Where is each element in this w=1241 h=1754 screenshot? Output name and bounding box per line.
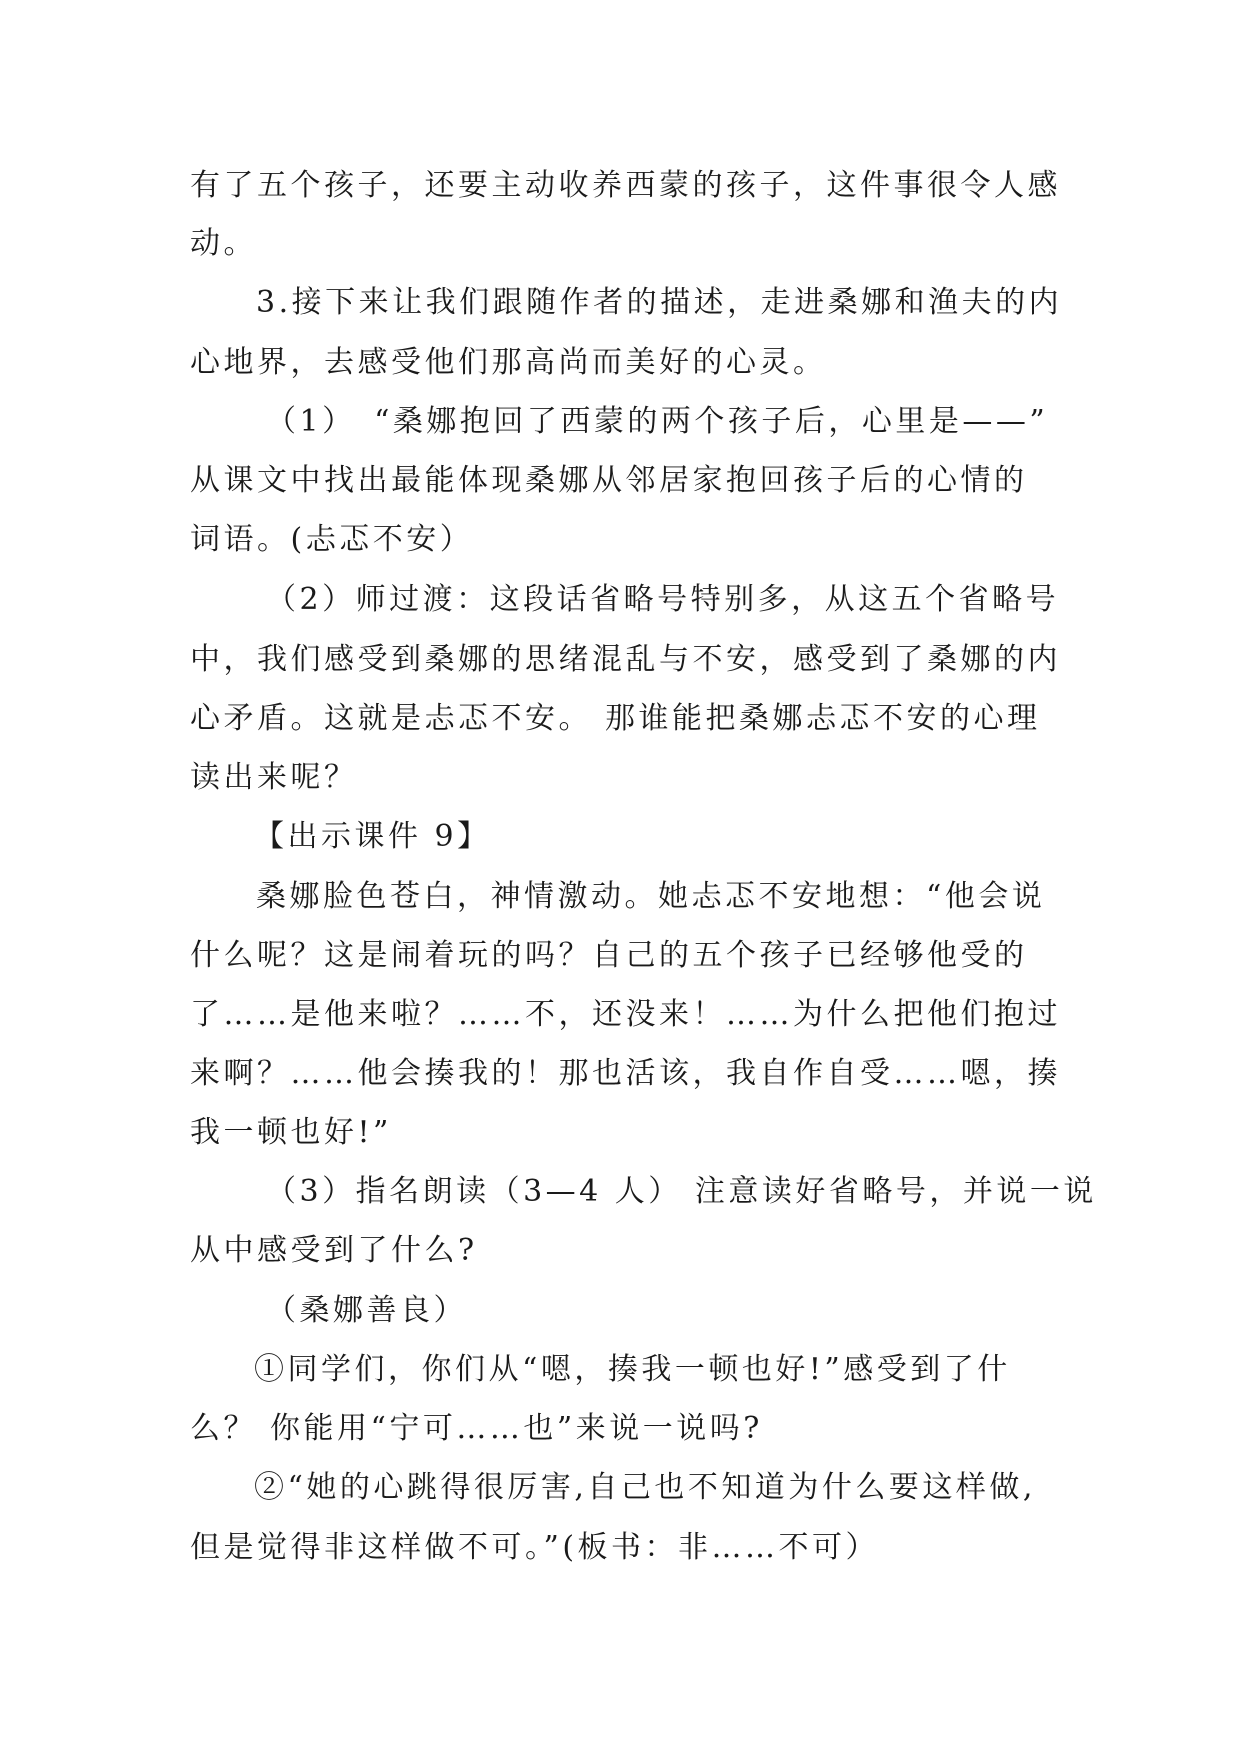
text-line: 【出示课件 9】 <box>254 819 491 854</box>
text-line: （1） “桑娜抱回了西蒙的两个孩子后，心里是——” <box>266 404 1049 439</box>
text-line: 但是觉得非这样做不可。”(板书：非……不可） <box>190 1530 880 1565</box>
text-line: 了……是他来啦？……不，还没来！……为什么把他们抱过 <box>190 997 1061 1032</box>
text-line: 3.接下来让我们跟随作者的描述，走进桑娜和渔夫的内 <box>256 285 1063 320</box>
text-line: 桑娜脸色苍白，神情激动。她忐忑不安地想：“他会说 <box>256 879 1046 914</box>
text-line: 么？ 你能用“宁可……也”来说一说吗? <box>190 1411 763 1446</box>
text-line: 从中感受到了什么? <box>190 1233 478 1268</box>
text-line: 词语。(忐忑不安） <box>190 522 474 557</box>
text-line: 动。 <box>190 226 257 261</box>
text-line: 有了五个孩子，还要主动收养西蒙的孩子，这件事很令人感 <box>190 168 1061 203</box>
text-line: 心地界，去感受他们那高尚而美好的心灵。 <box>190 345 827 380</box>
text-line: ②“她的心跳得很厉害,自己也不知道为什么要这样做, <box>254 1470 1036 1505</box>
text-line: 什么呢？这是闹着玩的吗？自己的五个孩子已经够他受的 <box>190 938 1028 973</box>
text-line: 心矛盾。这就是忐忑不安。 那谁能把桑娜忐忑不安的心理 <box>190 701 1041 736</box>
text-line: 来啊？……他会揍我的！那也活该，我自作自受……嗯，揍 <box>190 1056 1061 1091</box>
text-line: ①同学们，你们从“嗯，揍我一顿也好!”感受到了什 <box>254 1352 1011 1387</box>
text-line: （2）师过渡：这段话省略号特别多，从这五个省略号 <box>266 582 1060 617</box>
text-line: 读出来呢？ <box>190 760 358 795</box>
text-line: 我一顿也好!” <box>190 1115 392 1150</box>
text-line: 中，我们感受到桑娜的思绪混乱与不安，感受到了桑娜的内 <box>190 642 1061 677</box>
text-line: 从课文中找出最能体现桑娜从邻居家抱回孩子后的心情的 <box>190 463 1028 498</box>
text-line: （桑娜善良） <box>266 1293 467 1328</box>
text-line: （3）指名朗读（3—4 人） 注意读好省略号，并说一说 <box>266 1174 1097 1209</box>
